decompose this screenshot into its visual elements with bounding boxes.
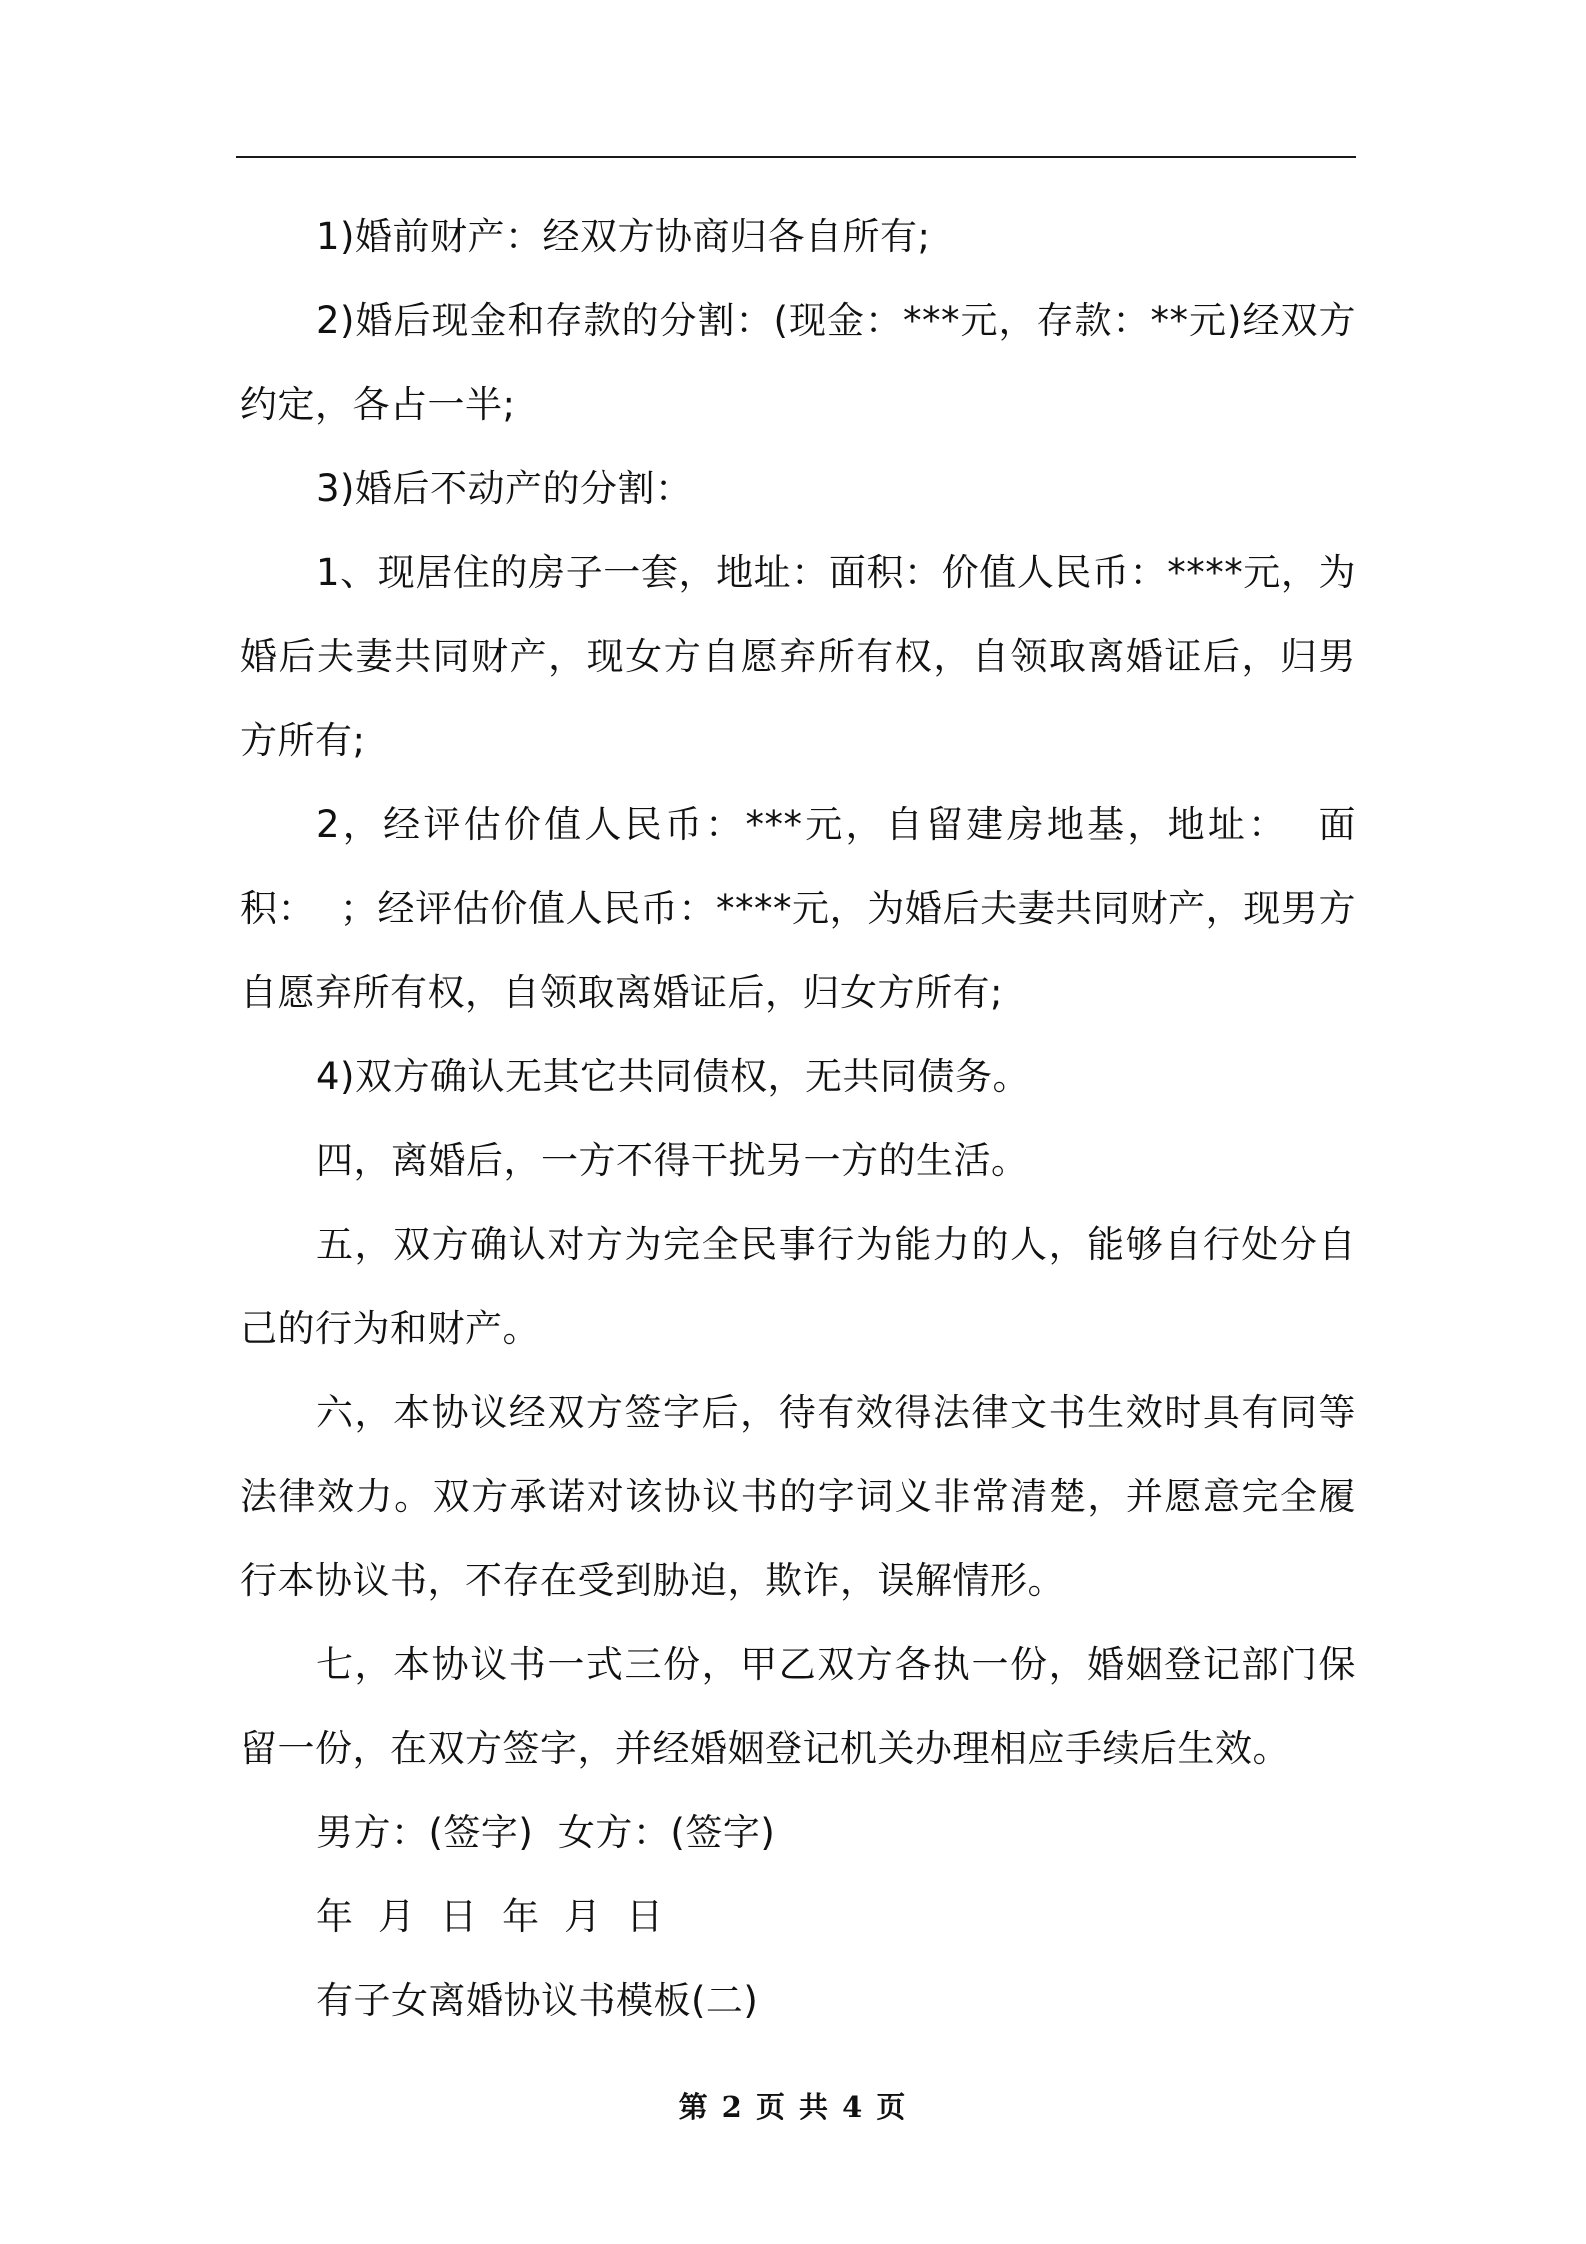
page-number: 第 2 页 共 4 页 xyxy=(678,2090,908,2124)
clause-cash-deposits: 2)婚后现金和存款的分割：(现金：***元，存款：**元)经双方约定，各占一半; xyxy=(240,299,1356,426)
signature-line: 男方：(签字) 女方：(签字) xyxy=(316,1811,776,1854)
next-template-title: 有子女离婚协议书模板(二) xyxy=(316,1979,759,2022)
clause-five: 五，双方确认对方为完全民事行为能力的人，能够自行处分自己的行为和财产。 xyxy=(240,1223,1356,1350)
clause-house: 1、现居住的房子一套，地址：面积：价值人民币：****元，为婚后夫妻共同财产，现女方自愿弃所有权，自领取离婚证后，归男方所有; xyxy=(240,551,1356,762)
header-divider xyxy=(236,156,1356,158)
clause-real-estate-heading: 3)婚后不动产的分割： xyxy=(316,467,693,510)
clause-four: 四，离婚后，一方不得干扰另一方的生活。 xyxy=(316,1139,1029,1182)
clause-six: 六，本协议经双方签字后，待有效得法律文书生效时具有同等法律效力。双方承诺对该协议书的字词义非常清楚，并愿意完全履行本协议书，不存在受到胁迫，欺诈，误解情形。 xyxy=(240,1391,1356,1602)
clause-seven: 七，本协议书一式三份，甲乙双方各执一份，婚姻登记部门保留一份，在双方签字，并经婚姻登记机关办理相应手续后生效。 xyxy=(240,1643,1356,1770)
clause-premarital-property: 1)婚前财产：经双方协商归各自所有; xyxy=(316,215,931,258)
document-body xyxy=(240,195,1356,2043)
date-line: 年 月 日 年 月 日 xyxy=(316,1895,664,1938)
clause-land: 2，经评估价值人民币：***元，自留建房地基，地址： 面积： ；经评估价值人民币：****元，为婚后夫妻共同财产，现男方自愿弃所有权，自领取离婚证后，归女方所有; xyxy=(240,803,1356,1014)
clause-debts: 4)双方确认无其它共同债权，无共同债务。 xyxy=(316,1055,1030,1098)
